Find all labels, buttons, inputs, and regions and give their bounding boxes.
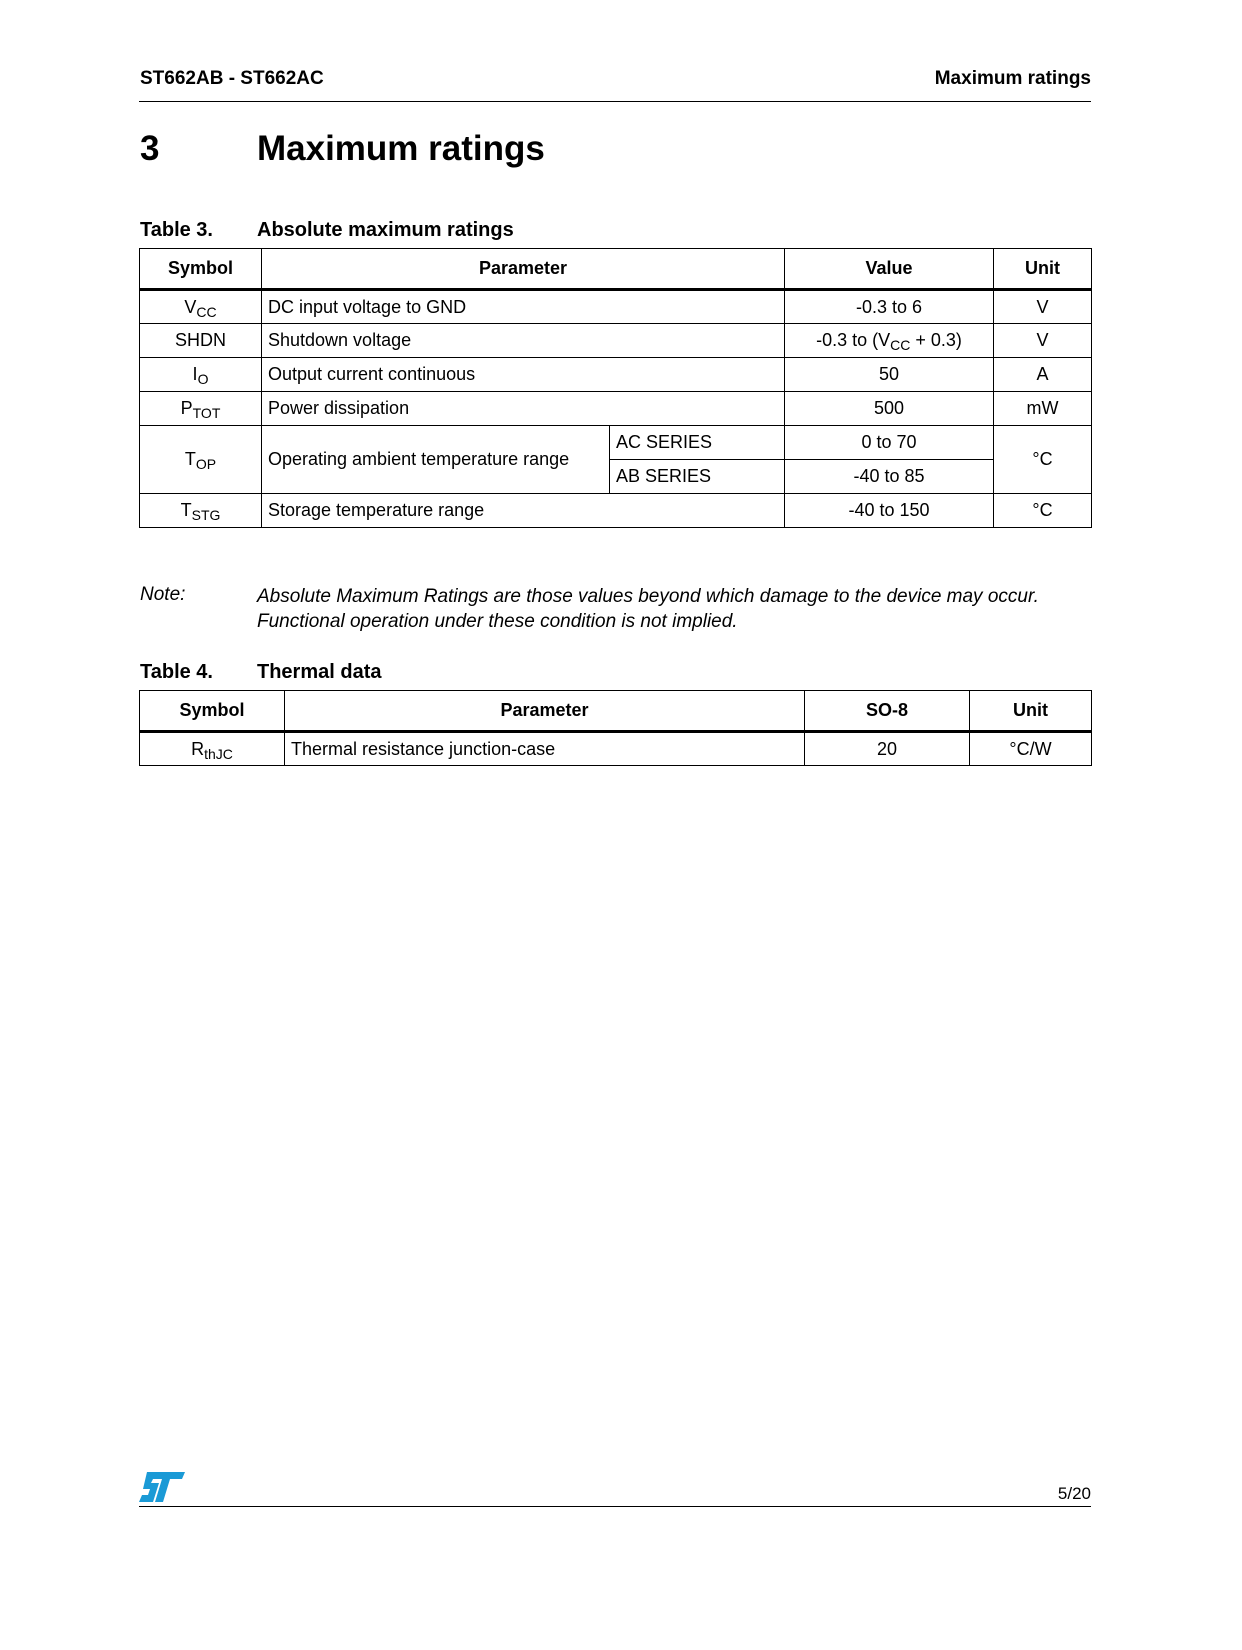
st-logo bbox=[139, 1470, 187, 1509]
table-row bbox=[140, 732, 1092, 766]
header-parameter: Parameter bbox=[285, 691, 805, 732]
header-symbol: Symbol bbox=[140, 691, 285, 732]
value-cell: -40 to 85 bbox=[785, 460, 994, 494]
parameter-cell: Storage temperature range bbox=[262, 494, 785, 528]
value-cell: 20 bbox=[805, 732, 970, 766]
note-text: Absolute Maximum Ratings are those values beyond which damage to the device may occur. Functional operation under these condition is not implied. bbox=[257, 586, 1039, 632]
symbol-cell: $V_{CC}$ bbox=[140, 290, 262, 324]
header-divider bbox=[139, 101, 1091, 102]
table-row bbox=[140, 392, 1092, 426]
running-header-doc-title: ST662AB - ST662AC bbox=[140, 68, 324, 89]
symbol-cell: $R_{thJC}$ bbox=[140, 732, 285, 766]
table-header-row bbox=[140, 249, 1092, 290]
table-row bbox=[140, 426, 1092, 460]
symbol-cell: $P_{TOT}$ bbox=[140, 392, 262, 426]
header-value: Value bbox=[785, 249, 994, 290]
parameter-cell: DC input voltage to GND bbox=[262, 290, 785, 324]
unit-cell: °C bbox=[994, 426, 1092, 494]
unit-cell: A bbox=[994, 358, 1092, 392]
footer-divider bbox=[139, 1506, 1091, 1507]
value-cell: 50 bbox=[785, 358, 994, 392]
symbol-cell: $T_{STG}$ bbox=[140, 494, 262, 528]
symbol-cell: $I_O$ bbox=[140, 358, 262, 392]
value-cell: -40 to 150 bbox=[785, 494, 994, 528]
series-cell: AC SERIES bbox=[610, 426, 785, 460]
parameter-cell: Output current continuous bbox=[262, 358, 785, 392]
section-title: Maximum ratings bbox=[257, 129, 545, 168]
absolute-maximum-ratings-table bbox=[139, 248, 1092, 528]
thermal-data-table bbox=[139, 690, 1092, 766]
header-package: SO-8 bbox=[805, 691, 970, 732]
st-logo-icon bbox=[139, 1470, 187, 1504]
table-row bbox=[140, 358, 1092, 392]
table4-caption-title: Thermal data bbox=[257, 661, 382, 683]
table-row bbox=[140, 494, 1092, 528]
value-cell: 500 bbox=[785, 392, 994, 426]
value-cell: -0.3 to 6 bbox=[785, 290, 994, 324]
symbol-cell: $T_{OP}$ bbox=[140, 426, 262, 494]
parameter-cell: Thermal resistance junction-case bbox=[285, 732, 805, 766]
table-row bbox=[140, 324, 1092, 358]
symbol-cell: SHDN bbox=[140, 324, 262, 358]
section-number: 3 bbox=[140, 129, 160, 168]
table-row bbox=[140, 290, 1092, 324]
value-cell: 0 to 70 bbox=[785, 426, 994, 460]
unit-cell: °C/W bbox=[970, 732, 1092, 766]
value-cell: -0.3 to $(V_{CC} + 0.3)$ bbox=[785, 324, 994, 358]
unit-cell: V bbox=[994, 324, 1092, 358]
unit-cell: V bbox=[994, 290, 1092, 324]
parameter-cell: Shutdown voltage bbox=[262, 324, 785, 358]
table3-caption-title: Absolute maximum ratings bbox=[257, 219, 514, 241]
unit-cell: mW bbox=[994, 392, 1092, 426]
header-symbol: Symbol bbox=[140, 249, 262, 290]
table4-caption-number: Table 4. bbox=[140, 661, 213, 683]
parameter-cell: Operating ambient temperature range bbox=[262, 426, 610, 494]
parameter-cell: Power dissipation bbox=[262, 392, 785, 426]
table-header-row bbox=[140, 691, 1092, 732]
series-cell: AB SERIES bbox=[610, 460, 785, 494]
header-unit: Unit bbox=[994, 249, 1092, 290]
header-unit: Unit bbox=[970, 691, 1092, 732]
table3-caption-number: Table 3. bbox=[140, 219, 213, 241]
running-header-section: Maximum ratings bbox=[934, 68, 1091, 89]
header-parameter: Parameter bbox=[262, 249, 785, 290]
unit-cell: °C bbox=[994, 494, 1092, 528]
note-label: Note: bbox=[140, 584, 186, 605]
page-number: 5/20 bbox=[1057, 1484, 1091, 1503]
